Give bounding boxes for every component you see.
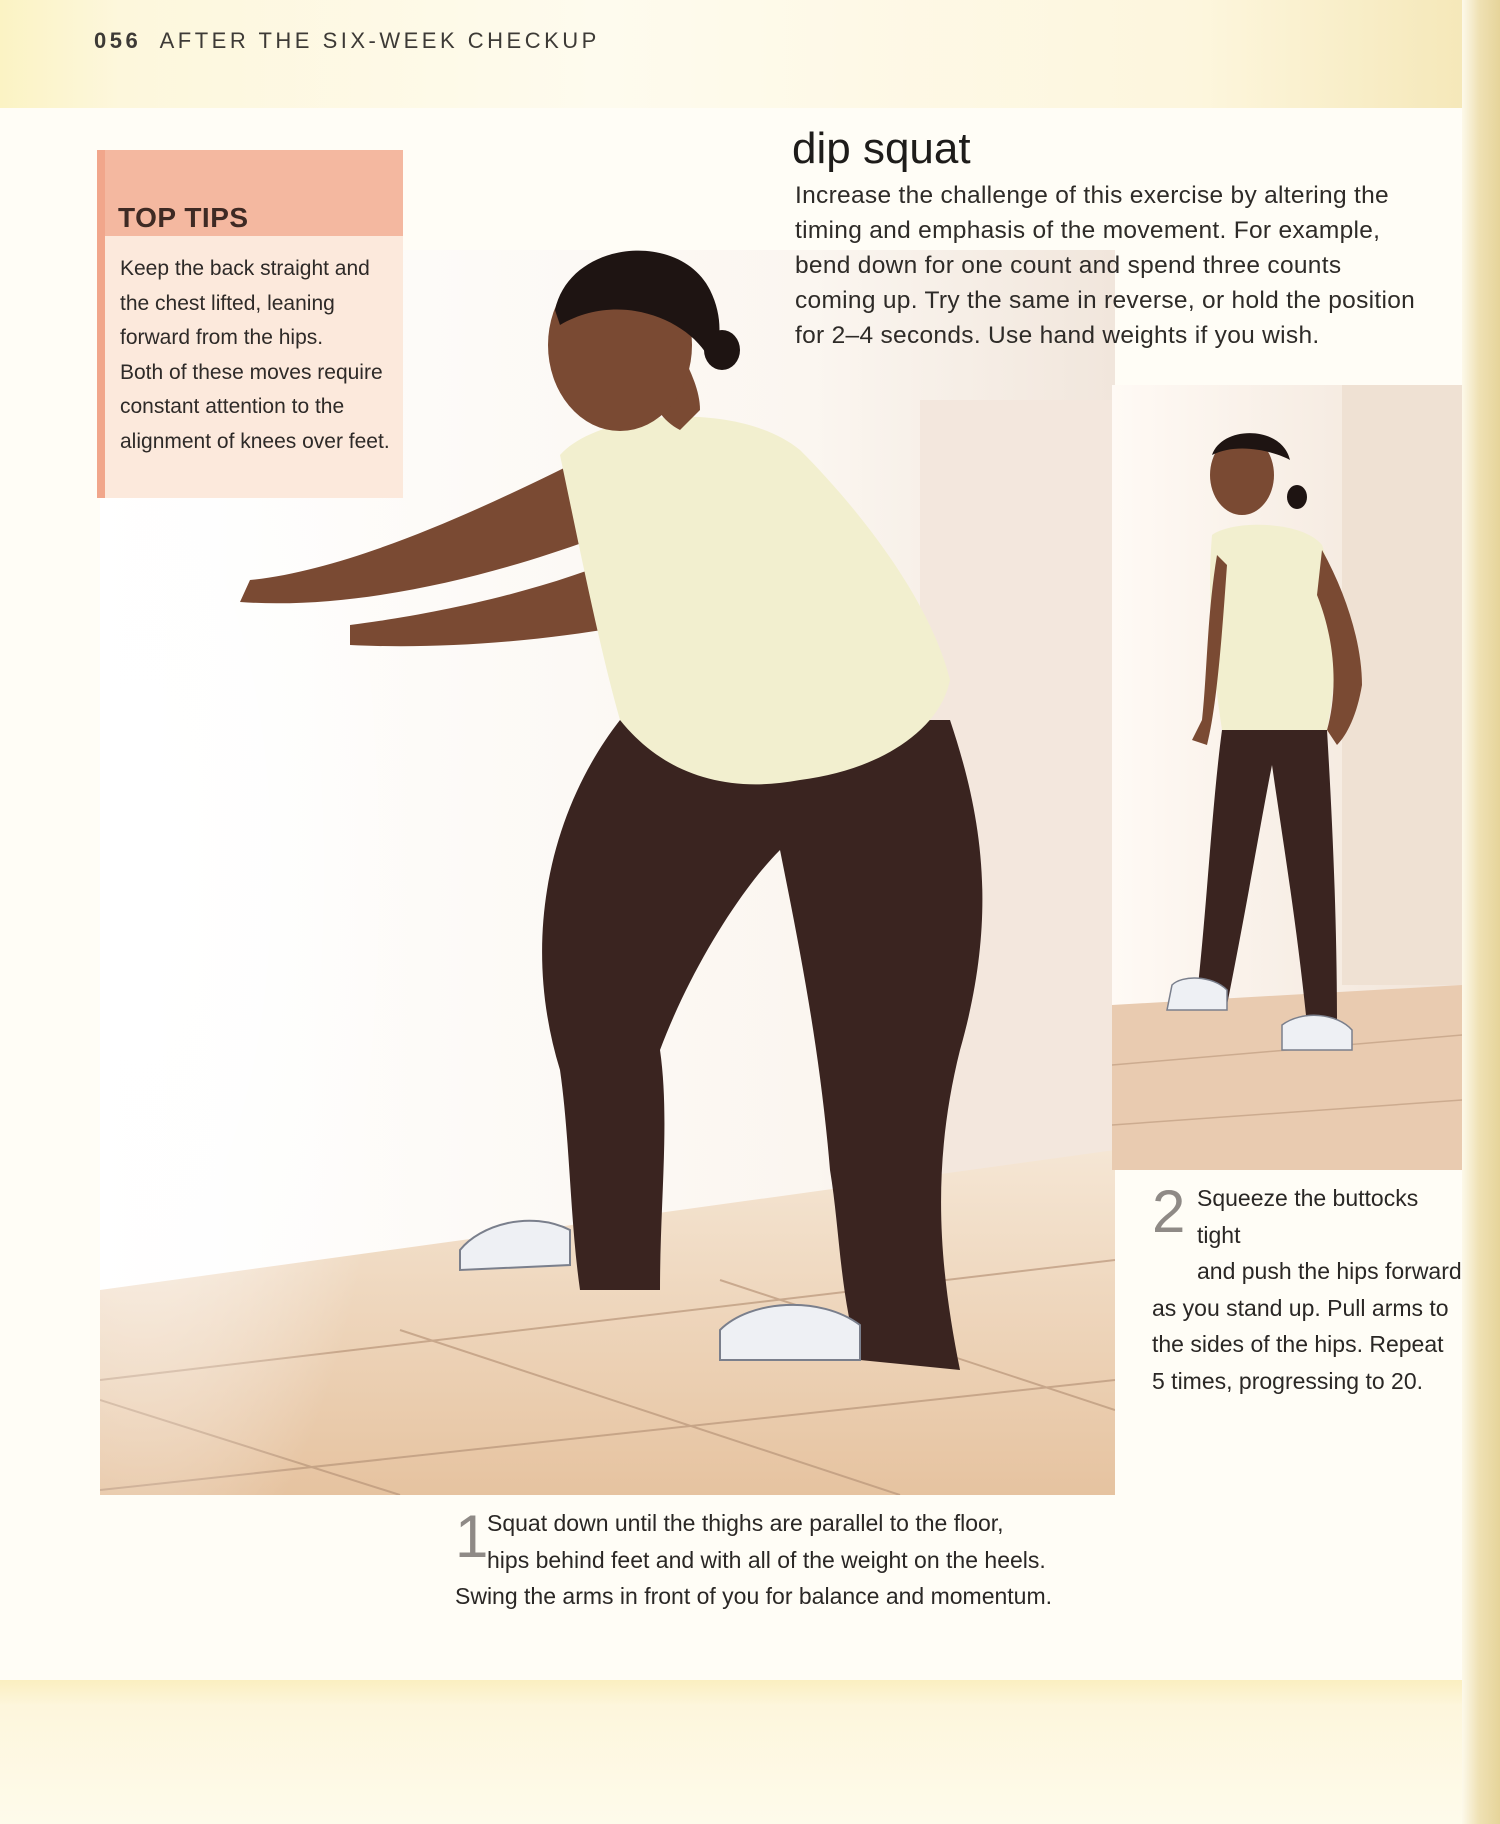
exercise-title: dip squat (792, 124, 971, 173)
top-tips-text (120, 252, 400, 460)
header-band (0, 0, 1500, 108)
standing-photo (1112, 385, 1462, 1170)
tip-line: Keep the back straight and (120, 257, 370, 280)
step-2-caption (1152, 1180, 1462, 1399)
step-line: Squat down until the thighs are parallel to the floor, (487, 1510, 1004, 1536)
page-gutter (1462, 0, 1500, 1824)
step-line: and push the hips forward (1197, 1258, 1462, 1284)
intro-line: Increase the challenge of this exercise by altering the (795, 182, 1389, 209)
section-title: AFTER THE SIX-WEEK CHECKUP (159, 28, 600, 53)
step-2-text (1152, 1180, 1462, 1399)
step-line: as you stand up. Pull arms to (1152, 1294, 1449, 1321)
step-1-text (455, 1505, 1115, 1615)
intro-line: for 2–4 seconds. Use hand weights if you wish. (795, 322, 1320, 349)
tip-line: alignment of knees over feet. (120, 429, 390, 453)
top-tips-title: TOP TIPS (118, 202, 249, 233)
running-head (94, 28, 600, 54)
tip-line: constant attention to the (120, 395, 345, 419)
step-line: hips behind feet and with all of the weight on the heels. (487, 1546, 1046, 1573)
step-line: the sides of the hips. Repeat (1152, 1331, 1444, 1357)
tip-line: Both of these moves require (120, 360, 383, 384)
intro-line: coming up. Try the same in reverse, or hold the position (795, 287, 1416, 314)
step-1-caption (455, 1505, 1115, 1615)
step-2-number: 2 (1152, 1178, 1186, 1245)
tip-line: forward from the hips. (120, 326, 324, 350)
step-line: Squeeze the buttocks tight (1197, 1185, 1419, 1248)
footer-band (0, 1680, 1500, 1824)
exercise-intro (795, 178, 1457, 353)
step-line: Swing the arms in front of you for balance and momentum. (455, 1583, 1053, 1609)
top-tips-accent-bar (97, 150, 105, 498)
step-line: 5 times, progressing to 20. (1152, 1367, 1424, 1394)
intro-line: timing and emphasis of the movement. For example, (795, 217, 1381, 244)
tip-line: the chest lifted, leaning (120, 291, 335, 315)
intro-line: bend down for one count and spend three counts (795, 252, 1342, 279)
page-number: 056 (94, 28, 142, 53)
step-1-number: 1 (455, 1503, 489, 1570)
